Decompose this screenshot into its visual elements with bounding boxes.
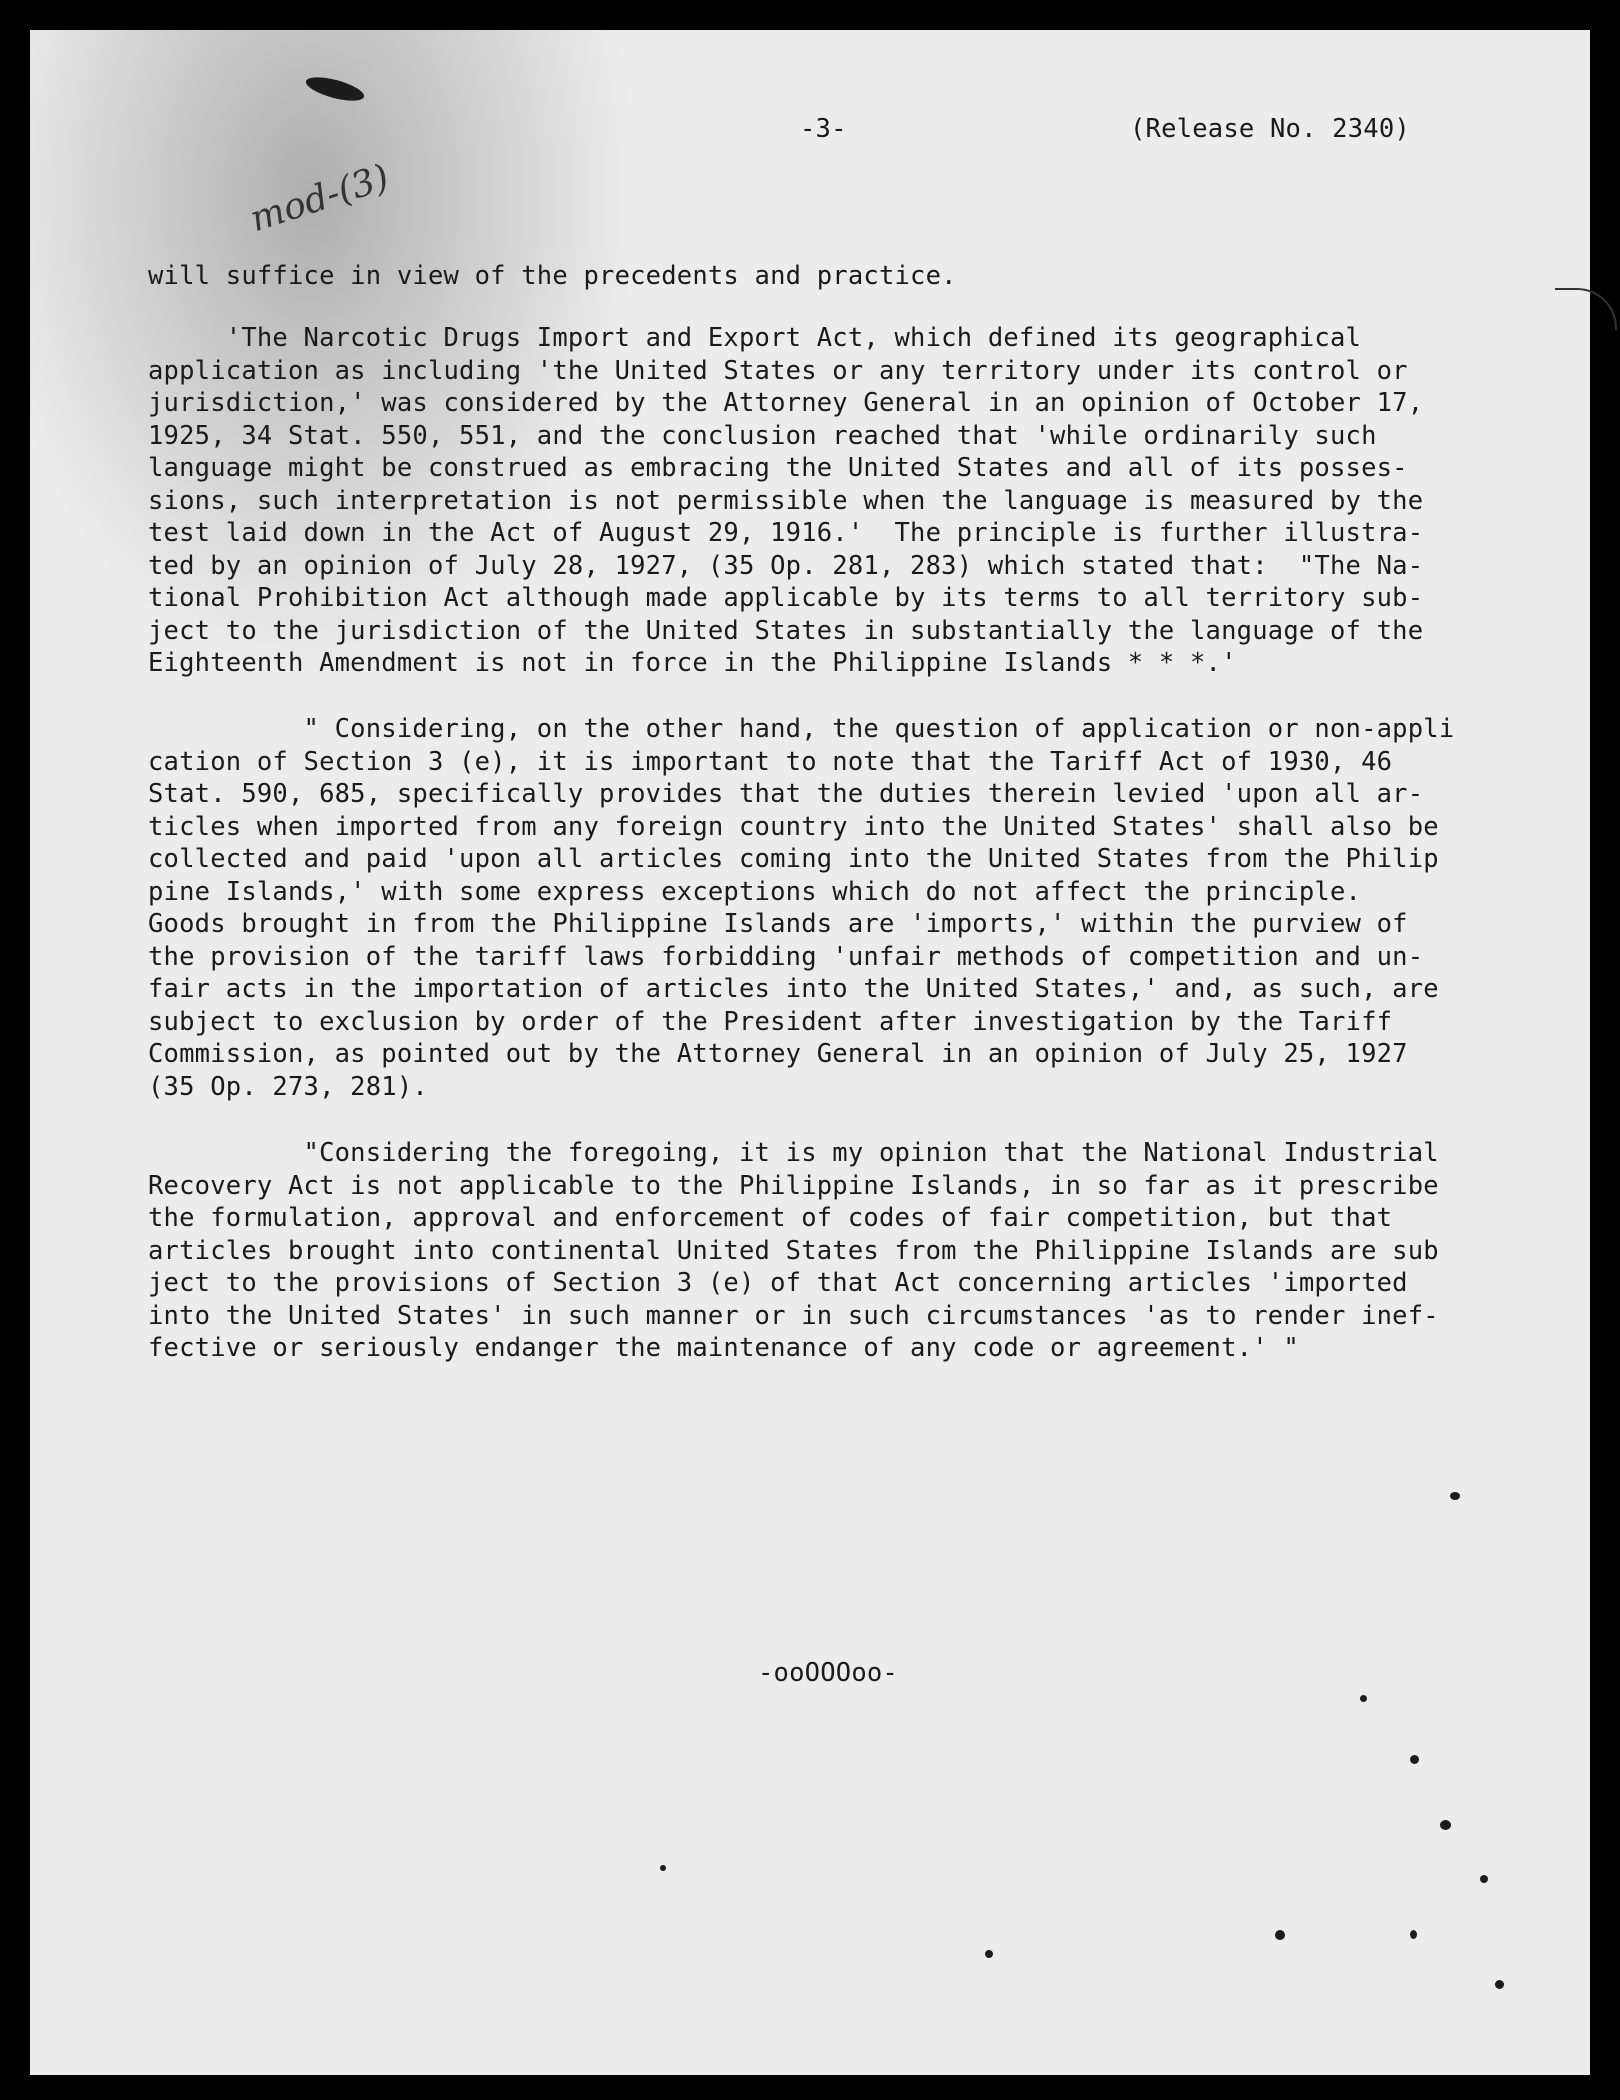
ink-speck (304, 73, 367, 106)
text-line: sions, such interpretation is not permissible when the language is measured by the (148, 485, 1424, 516)
end-mark: -ooOOOoo- (758, 1658, 898, 1688)
text-line: pine Islands,' with some express exceptions which do not affect the principle. (148, 876, 1362, 907)
text-line: (35 Op. 273, 281). (148, 1071, 428, 1102)
text-line: "Considering the foregoing, it is my opinion that the National Industrial (148, 1138, 1439, 1168)
text-line: subject to exclusion by order of the President after investigation by the Tariff (148, 1006, 1393, 1037)
text-line: Goods brought in from the Philippine Islands are 'imports,' within the purview of (148, 909, 1408, 939)
ink-speck (1440, 1820, 1451, 1830)
paragraph-continuation (148, 260, 1548, 293)
text-line: the formulation, approval and enforcement of codes of fair competition, but that (148, 1203, 1393, 1233)
document-body (30, 30, 1590, 2075)
ink-speck (1450, 1492, 1460, 1500)
document-page (30, 30, 1590, 2075)
text-line: tional Prohibition Act although made applicable by its terms to all territory sub- (148, 583, 1424, 613)
ink-speck (1410, 1930, 1417, 1939)
text-line: Recovery Act is not applicable to the Philippine Islands, in so far as it prescribe (148, 1170, 1439, 1201)
text-line: ject to the jurisdiction of the United States in substantially the language of the (148, 615, 1424, 646)
paragraph-conclusion (148, 1137, 1548, 1365)
paragraph-section-3e (148, 713, 1548, 1103)
ink-speck (660, 1865, 666, 1871)
ink-speck (1360, 1695, 1367, 1702)
handwritten-note: mod-(3) (245, 156, 395, 241)
text-line: ticles when imported from any foreign country into the United States' shall also be (148, 811, 1439, 842)
text-line: collected and paid 'upon all articles coming into the United States from the Philip (148, 844, 1439, 874)
paragraph-narcotic-drugs (148, 322, 1548, 680)
text-line: application as including 'the United States or any territory under its control or (148, 355, 1408, 386)
text-line: language might be construed as embracing the United States and all of its posses- (148, 453, 1408, 483)
ink-speck (1480, 1875, 1488, 1883)
text-line: will suffice in view of the precedents and practice. (148, 261, 957, 291)
text-line: the provision of the tariff laws forbidding 'unfair methods of competition and un- (148, 941, 1424, 972)
text-line: ted by an opinion of July 28, 1927, (35 Op. 281, 283) which stated that: "The Na- (148, 550, 1424, 581)
text-line: articles brought into continental United States from the Philippine Islands are sub (148, 1235, 1439, 1266)
text-line: fective or seriously endanger the maintenance of any code or agreement.' " (148, 1333, 1299, 1363)
text-line: " Considering, on the other hand, the question of application or non-appli (148, 714, 1455, 744)
text-line: Eighteenth Amendment is not in force in the Philippine Islands * * *.' (148, 648, 1237, 678)
text-line: Commission, as pointed out by the Attorney General in an opinion of July 25, 1927 (148, 1039, 1408, 1069)
text-line: 1925, 34 Stat. 550, 551, and the conclusion reached that 'while ordinarily such (148, 420, 1377, 451)
text-line: jurisdiction,' was considered by the Attorney General in an opinion of October 17, (148, 388, 1424, 418)
text-line: Stat. 590, 685, specifically provides that the duties therein levied 'upon all ar- (148, 779, 1424, 809)
text-line: ject to the provisions of Section 3 (e) of that Act concerning articles 'imported (148, 1268, 1408, 1298)
ink-speck (1275, 1930, 1285, 1940)
margin-bracket-mark (1555, 288, 1617, 330)
text-line: test laid down in the Act of August 29, 1916.' The principle is further illustra- (148, 518, 1424, 548)
text-line: into the United States' in such manner or in such circumstances 'as to render inef- (148, 1300, 1439, 1331)
ink-speck (1410, 1755, 1419, 1764)
text-line: fair acts in the importation of articles into the United States,' and, as such, are (148, 974, 1439, 1004)
ink-speck (985, 1950, 993, 1958)
ink-speck (1495, 1980, 1504, 1989)
release-number: (Release No. 2340) (1130, 114, 1410, 144)
text-line: cation of Section 3 (e), it is important to note that the Tariff Act of 1930, 46 (148, 746, 1393, 777)
page-number: -3- (800, 114, 847, 144)
text-line: 'The Narcotic Drugs Import and Export Act, which defined its geographical (148, 323, 1362, 353)
